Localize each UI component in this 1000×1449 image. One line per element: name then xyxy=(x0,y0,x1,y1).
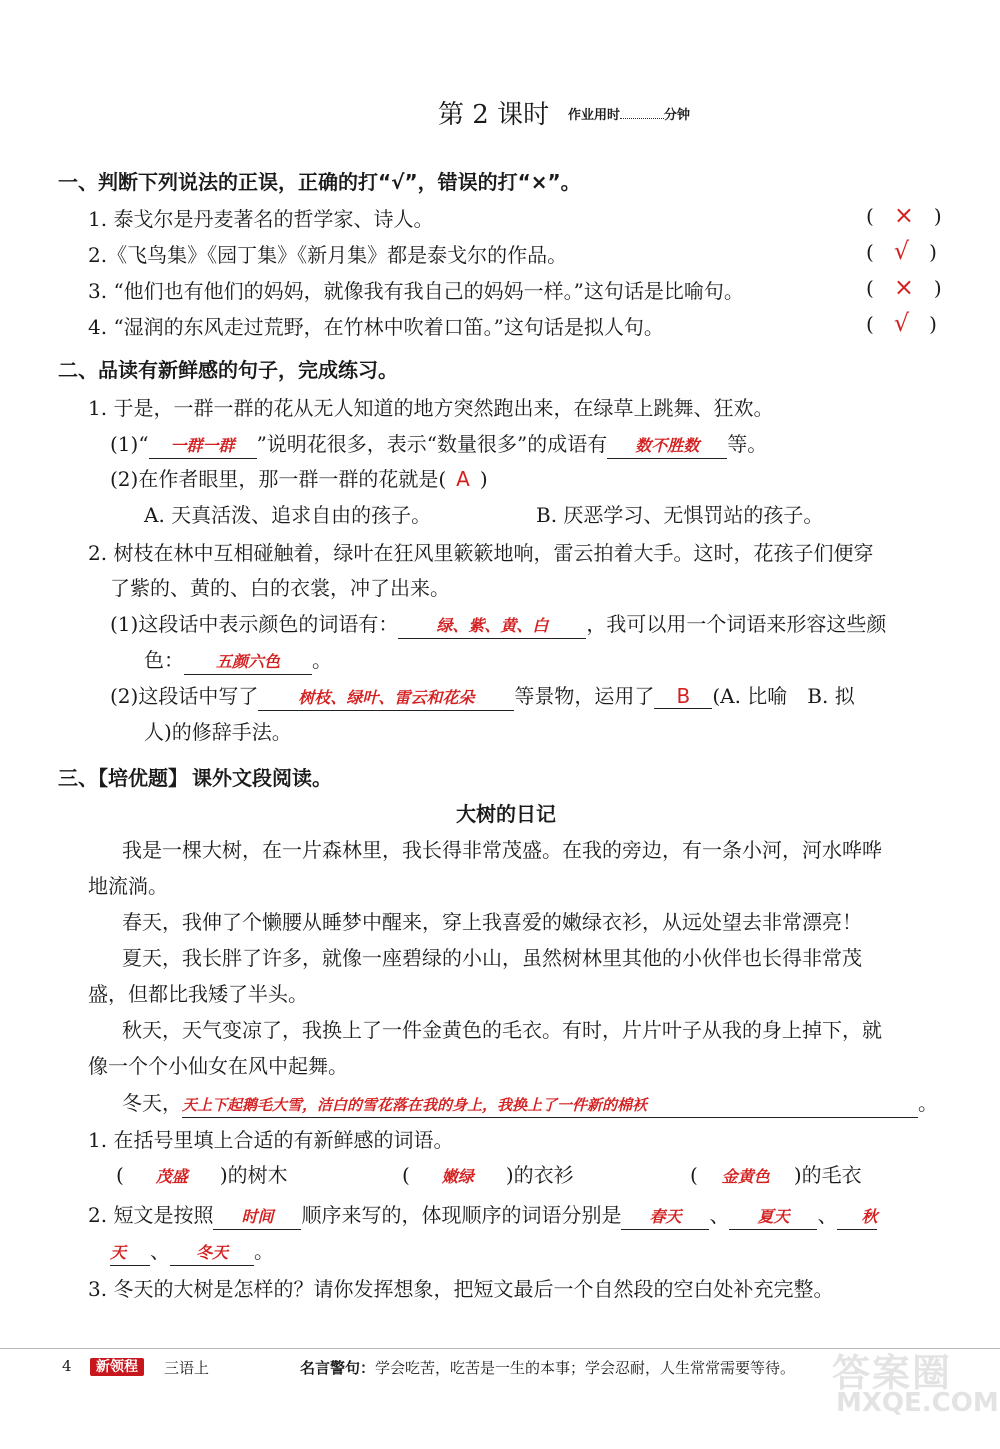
answer-blank: 时间 xyxy=(213,1205,301,1230)
watermark-logo: 答案圈 xyxy=(832,1351,953,1395)
s2-q1-part2: (2)在作者眼里，那一群一群的花就是( A ) xyxy=(110,467,488,491)
passage-paragraph: 盛，但都比我矮了半头。 xyxy=(88,982,308,1006)
section2-heading: 二、品读有新鲜感的句子，完成练习。 xyxy=(58,358,398,382)
answer-blank: 秋 xyxy=(837,1205,877,1230)
page-title: 第 2 课时 xyxy=(438,100,550,130)
s1-item-2: 2.《飞鸟集》《园丁集》《新月集》都是泰戈尔的作品。 xyxy=(88,243,568,267)
s1-answer-4: ( √ ) xyxy=(866,309,937,337)
passage-paragraph: 秋天，天气变凉了，我换上了一件金黄色的毛衣。有时，片片叶子从我的身上掉下，就 xyxy=(122,1018,882,1042)
s3-q2: 2. 短文是按照 时间 顺序来写的，体现顺序的词语分别是 春天 、 夏天 、 秋 xyxy=(88,1199,877,1230)
answer-blank: 嫩绿 xyxy=(441,1167,474,1186)
answer-blank: 天上下起鹅毛大雪，洁白的雪花落在我的身上，我换上了一件新的棉袄 xyxy=(182,1093,918,1118)
s3-q2-cont: 天 、 冬天 。 xyxy=(110,1235,274,1266)
passage-paragraph: 像一个个小仙女在风中起舞。 xyxy=(88,1054,348,1078)
answer-blank: 茂盛 xyxy=(155,1167,188,1186)
answer-blank: 金黄色 xyxy=(721,1167,770,1186)
watermark-url: MXQE.COM xyxy=(836,1388,999,1418)
passage-paragraph: 我是一棵大树，在一片森林里，我长得非常茂盛。在我的旁边，有一条小河，河水哗哗 xyxy=(122,838,882,862)
page-number: 4 xyxy=(62,1357,72,1375)
passage-paragraph: 春天，我伸了个懒腰从睡梦中醒来，穿上我喜爱的嫩绿衣衫，从远处望去非常漂亮！ xyxy=(122,910,862,934)
s2-q2-line2: 了紫的、黄的、白的衣裳，冲了出来。 xyxy=(110,576,450,600)
s1-answer-3: ( × ) xyxy=(866,273,942,301)
passage-winter: 冬天，天上下起鹅毛大雪，洁白的雪花落在我的身上，我换上了一件新的棉袄 。 xyxy=(122,1087,938,1118)
answer-blank: 树枝、绿叶、雷云和花朵 xyxy=(258,686,514,711)
s3-q1: 1. 在括号里填上合适的有新鲜感的词语。 xyxy=(88,1128,454,1152)
s2-q2-line1: 2. 树枝在林中互相碰触着，绿叶在狂风里簌簌地响，雷云拍着大手。这时，花孩子们便穿 xyxy=(88,541,874,565)
answer-blank: 春天 xyxy=(621,1205,709,1230)
answer-blank: 冬天 xyxy=(170,1241,254,1266)
section1-heading: 一、判断下列说法的正误，正确的打“√”，错误的打“×”。 xyxy=(58,170,581,194)
answer-blank: 数不胜数 xyxy=(607,434,727,459)
s1-item-1: 1. 泰戈尔是丹麦著名的哲学家、诗人。 xyxy=(88,207,434,231)
s2-q1-option-a: A. 天真活泼、追求自由的孩子。 xyxy=(144,503,432,527)
answer-blank: 夏天 xyxy=(729,1205,817,1230)
s2-q1-option-b: B. 厌恶学习、无惧罚站的孩子。 xyxy=(536,503,824,527)
s1-answer-2: ( √ ) xyxy=(866,237,937,265)
s2-q2-part1-cont: 色： 五颜六色 。 xyxy=(144,644,332,675)
s2-q1-part1: (1)“ 一群一群 ”说明花很多，表示“数量很多”的成语有 数不胜数 等。 xyxy=(110,428,767,459)
passage-paragraph: 地流淌。 xyxy=(88,874,168,898)
s3-q1-blank-2: ( 嫩绿 )的衣衫 xyxy=(402,1163,574,1187)
section3-heading: 三、【培优题】 课外文段阅读。 xyxy=(58,766,332,790)
footer-quote: 名言警句：学会吃苦，吃苦是一生的本事；学会忍耐，人生常常需要等待。 xyxy=(300,1359,796,1377)
answer-blank: B xyxy=(654,684,712,709)
s2-q2-part1: (1)这段话中表示颜色的词语有： 绿、紫、黄、白 ，我可以用一个词语来形容这些颜 xyxy=(110,608,886,639)
s2-q2-part2-cont: 人)的修辞手法。 xyxy=(144,720,292,744)
s2-q2-part2: (2)这段话中写了 树枝、绿叶、雷云和花朵 等景物，运用了 B (A. 比喻 B. 拟 xyxy=(110,680,855,711)
s1-item-4: 4. “湿润的东风走过荒野，在竹林中吹着口笛。”这句话是拟人句。 xyxy=(88,315,664,339)
passage-title: 大树的日记 xyxy=(456,802,556,826)
s3-q1-blank-1: ( 茂盛 )的树木 xyxy=(116,1163,288,1187)
s1-item-3: 3. “他们也有他们的妈妈，就像我有我自己的妈妈一样。”这句话是比喻句。 xyxy=(88,279,744,303)
time-label: 作业用时 分钟 xyxy=(568,108,691,123)
s1-answer-1: ( × ) xyxy=(866,201,942,229)
answer-choice: A xyxy=(456,467,470,491)
s3-q1-blank-3: ( 金黄色 )的毛衣 xyxy=(690,1163,862,1187)
grade-label: 三语上 xyxy=(164,1359,210,1377)
answer-blank: 一群一群 xyxy=(149,434,257,459)
answer-blank: 五颜六色 xyxy=(184,650,312,675)
passage-paragraph: 夏天，我长胖了许多，就像一座碧绿的小山，虽然树林里其他的小伙伴也长得非常茂 xyxy=(122,946,862,970)
s3-q3: 3. 冬天的大树是怎样的？请你发挥想象，把短文最后一个自然段的空白处补充完整。 xyxy=(88,1277,834,1301)
answer-blank: 天 xyxy=(110,1241,150,1266)
answer-blank: 绿、紫、黄、白 xyxy=(398,614,586,639)
s2-q1-sentence: 1. 于是，一群一群的花从无人知道的地方突然跑出来，在绿草上跳舞、狂欢。 xyxy=(88,396,774,420)
brand-badge: 新领程 xyxy=(90,1356,144,1376)
